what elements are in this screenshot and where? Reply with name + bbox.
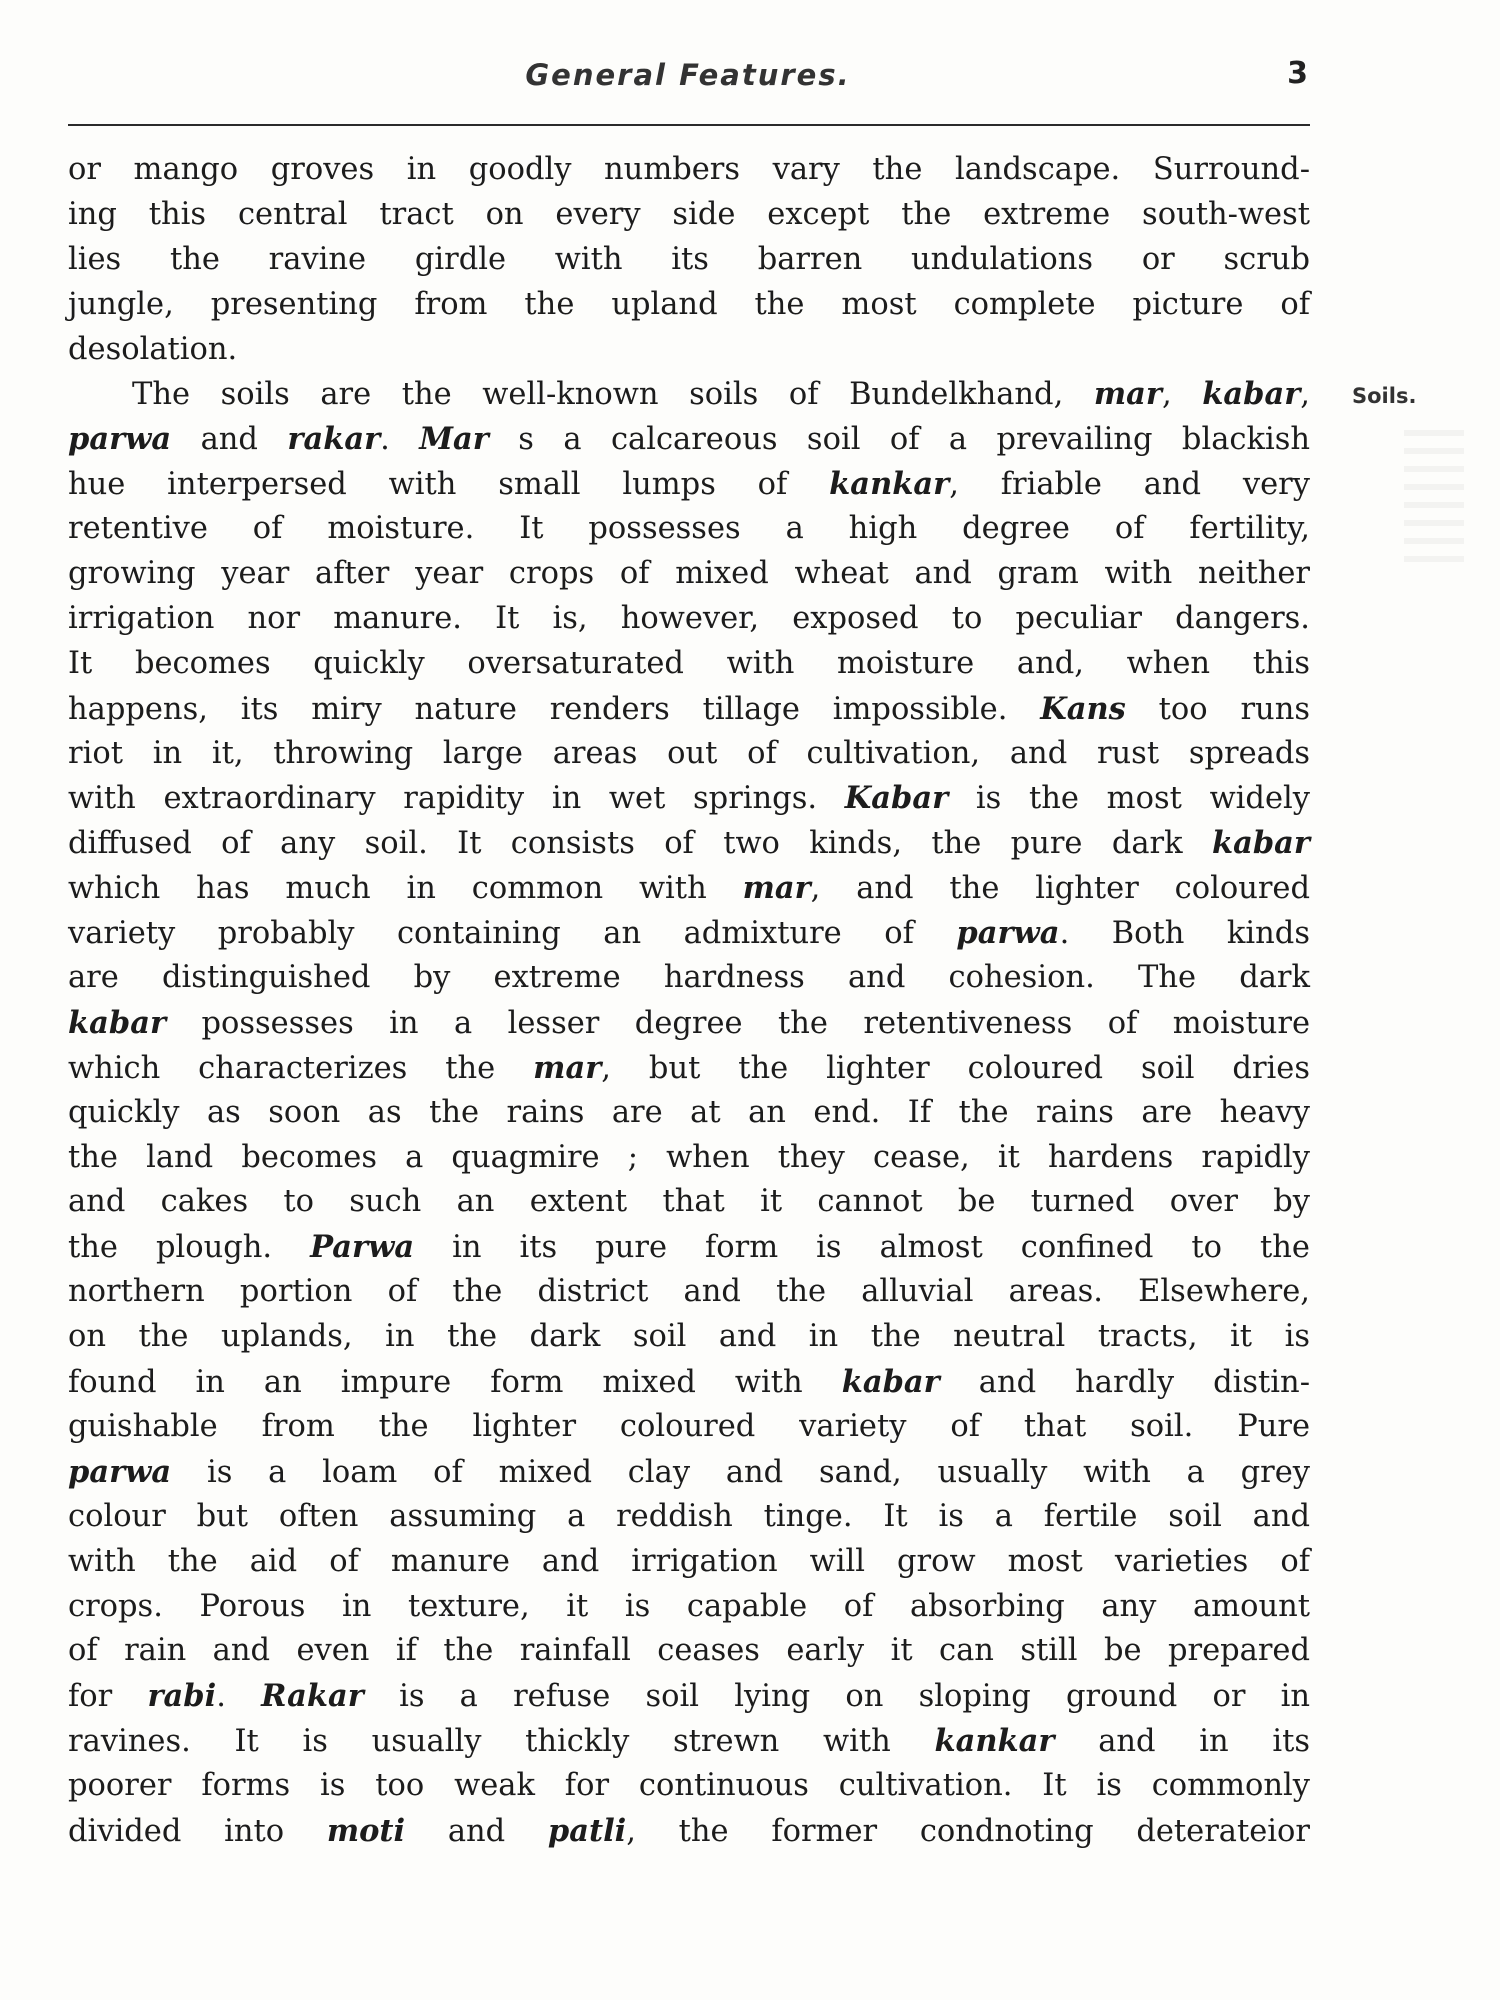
italic-term: mar [742, 870, 811, 907]
text-line: The soils are the well-known soils of Bundelkhand, mar, kabar, [132, 376, 1310, 413]
text-line: diffused of any soil. It consists of two kinds, the pure dark kabar [68, 825, 1310, 862]
text-line: desolation. [68, 331, 238, 367]
italic-term: kankar [934, 1723, 1055, 1760]
text-line: kabar possesses in a lesser degree the retentiveness of moisture [68, 1004, 1310, 1041]
text-line: with the aid of manure and irrigation will grow most varieties of [68, 1543, 1310, 1579]
italic-term: Parwa [310, 1229, 415, 1266]
italic-term: patli [547, 1812, 627, 1849]
text-line: are distinguished by extreme hardness and cohesion. The dark [68, 960, 1310, 996]
italic-term: mar [1093, 376, 1162, 413]
text-line: the land becomes a quagmire ; when they cease, it hardens rapidly [68, 1139, 1310, 1175]
italic-term: Kans [1040, 690, 1126, 727]
text-line: which has much in common with mar, and the lighter coloured [68, 870, 1310, 907]
text-line: jungle, presenting from the upland the most complete picture of [68, 286, 1310, 322]
italic-term: moti [326, 1812, 406, 1849]
page-number: 3 [1287, 56, 1308, 91]
bleed-through-marks [1404, 430, 1464, 570]
text-line: guishable from the lighter coloured variety of that soil. Pure [68, 1408, 1310, 1444]
text-line: found in an impure form mixed with kabar and hardly distin- [68, 1364, 1310, 1401]
text-line: quickly as soon as the rains are at an end. If the rains are heavy [68, 1094, 1310, 1130]
text-line: retentive of moisture. It possesses a high degree of fertility, [68, 511, 1310, 547]
text-line: growing year after year crops of mixed wheat and gram with neither [68, 556, 1310, 592]
margin-note-soils: Soils. [1352, 384, 1417, 408]
text-line: poorer forms is too weak for continuous cultivation. It is commonly [68, 1768, 1310, 1804]
italic-term: kankar [829, 466, 950, 503]
header-rule [68, 124, 1310, 126]
text-line: ing this central tract on every side except the extreme south-west [68, 196, 1310, 232]
italic-term: kabar [1202, 376, 1301, 413]
italic-term: parwa [956, 915, 1060, 952]
text-line: crops. Porous in texture, it is capable of absorbing any amount [68, 1588, 1310, 1624]
text-line: which characterizes the mar, but the lighter coloured soil dries [68, 1049, 1310, 1086]
text-line: parwa and rakar. Mar s a calcareous soil of a prevailing blackish [68, 421, 1311, 458]
italic-term: Mar [419, 421, 489, 458]
text-line: of rain and even if the rainfall ceases early it can still be prepared [68, 1633, 1310, 1669]
text-line: irrigation nor manure. It is, however, exposed to peculiar dangers. [68, 600, 1310, 636]
italic-term: mar [533, 1049, 602, 1086]
italic-term: parwa [68, 421, 172, 458]
text-line: It becomes quickly oversaturated with moisture and, when this [68, 645, 1310, 681]
italic-term: rakar [287, 421, 381, 458]
text-line: northern portion of the district and the alluvial areas. Elsewhere, [68, 1274, 1310, 1310]
text-line: riot in it, throwing large areas out of cultivation, and rust spreads [68, 735, 1310, 771]
text-line: parwa is a loam of mixed clay and sand, usually with a grey [68, 1453, 1310, 1490]
text-line: divided into moti and patli, the former condnoting deterateior [68, 1812, 1310, 1849]
italic-term: kabar [841, 1364, 940, 1401]
italic-term: kabar [1211, 825, 1310, 862]
text-line: colour but often assuming a reddish tinge. It is a fertile soil and [68, 1498, 1310, 1534]
italic-term: parwa [68, 1453, 172, 1490]
body-text [68, 148, 1310, 1854]
text-line: on the uplands, in the dark soil and in the neutral tracts, it is [68, 1319, 1310, 1355]
text-line: the plough. Parwa in its pure form is almost confined to the [68, 1229, 1310, 1266]
italic-term: Kabar [844, 780, 949, 817]
italic-term: kabar [68, 1004, 167, 1041]
text-line: and cakes to such an extent that it cannot be turned over by [68, 1184, 1310, 1220]
text-line: or mango groves in goodly numbers vary the landscape. Surround- [68, 152, 1310, 187]
page-header [68, 52, 1308, 112]
italic-term: rabi [147, 1678, 217, 1715]
italic-term: Rakar [261, 1678, 364, 1715]
text-line: ravines. It is usually thickly strewn with kankar and in its [68, 1723, 1311, 1760]
text-line: with extraordinary rapidity in wet springs. Kabar is the most widely [68, 780, 1310, 817]
text-line: for rabi. Rakar is a refuse soil lying on sloping ground or in [68, 1678, 1311, 1715]
text-line: variety probably containing an admixture of parwa. Both kinds [68, 915, 1310, 952]
text-line: happens, its miry nature renders tillage impossible. Kans too runs [68, 690, 1310, 727]
text-line: lies the ravine girdle with its barren undulations or scrub [68, 241, 1310, 277]
text-line: hue interpersed with small lumps of kankar, friable and very [68, 466, 1310, 503]
running-title: General Features. [525, 58, 851, 92]
